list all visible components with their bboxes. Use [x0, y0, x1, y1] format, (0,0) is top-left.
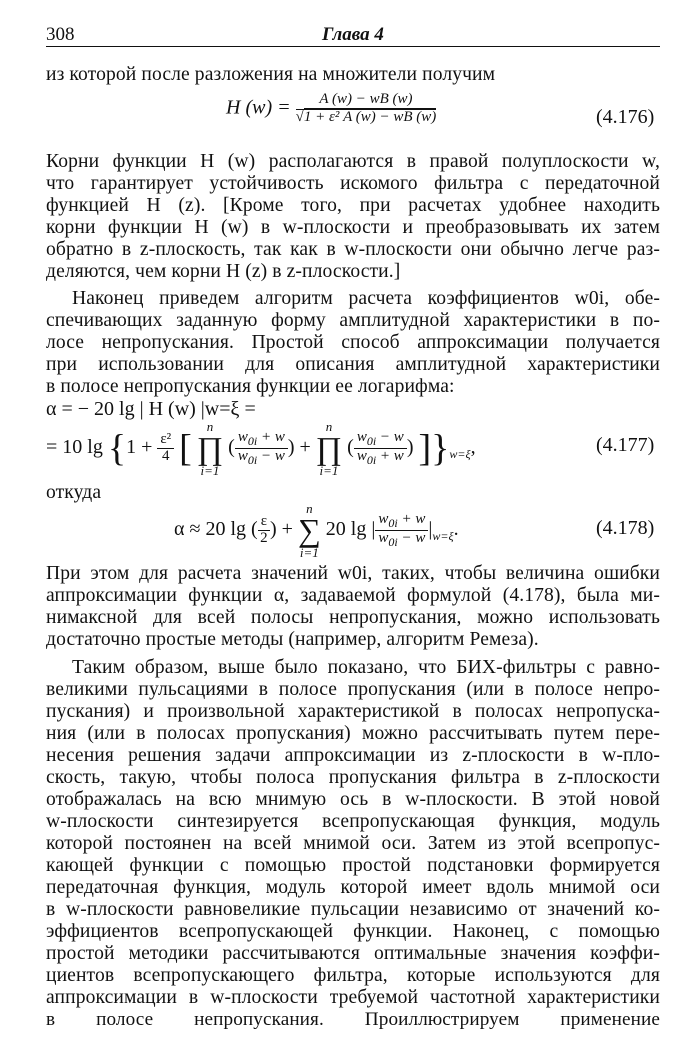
eq176-denominator: √1 + ε² A (w) − wB (w)	[295, 108, 437, 125]
intro-line: из которой после разложения на множители получим	[46, 64, 496, 85]
chapter-title: Глава 4	[322, 24, 384, 45]
p4-line-11: передаточная функция, модуль которой имеет вдоль мнимой оси	[46, 877, 660, 898]
p2-line-1: Наконец приведем алгоритм расчета коэффициентов w0i, обе-	[72, 288, 660, 309]
p4-line-9: которой постоянен на всей мнимой оси. Затем из этой всепропус-	[46, 833, 660, 854]
p4-line-1: Таким образом, выше было показано, что БИХ-фильтры с равно-	[72, 657, 660, 678]
p4-line-2: великими пульсациями в полосе пропускания (или в полосе непро-	[46, 679, 660, 700]
p1-line-1: Корни функции H (w) располагаются в правой полуплоскости w,	[46, 151, 660, 172]
eq176-fraction	[296, 92, 437, 126]
p2-line-3: лосе непропускания. Простой способ аппроксимации получается	[46, 332, 660, 353]
p3-line-2: аппроксимации функции α, задаваемой формулой (4.178), была ми-	[46, 585, 660, 606]
eq176-lhs: H (w) =	[226, 96, 291, 119]
p1-line-3: функцией H (z). [Кроме того, при расчетах удобнее находить	[46, 195, 660, 216]
eq177-number: (4.177)	[596, 434, 655, 456]
eq176-number: (4.176)	[596, 106, 655, 128]
otkuda-line: откуда	[46, 482, 102, 503]
p4-line-4: ния (или в полосах пропускания) можно рассчитывать путем пере-	[46, 723, 660, 744]
header-rule	[46, 46, 660, 47]
eq176-numerator: A (w) − wB (w)	[296, 92, 437, 110]
p4-line-8: w-плоскости синтезируется всепропускающая функция, модуль	[46, 811, 660, 832]
p1-line-2: что гарантирует устойчивость искомого фильтра с передаточной	[46, 173, 660, 194]
p4-line-7: отображалась на всю мнимую ось в w-плоскости. В этой новой	[46, 789, 660, 810]
eq177-first-line: α = − 20 lg | H (w) |w=ξ =	[46, 398, 256, 420]
p4-line-16: аппроксимации в w-плоскости требуемой частотной характеристики	[46, 987, 660, 1008]
p3-line-3: нимаксной для всей полосы непропускания, можно использовать	[46, 607, 660, 628]
p4-line-14: простой методики рассчитываются оптимальные значения коэффи-	[46, 943, 660, 964]
p2-line-5: в полосе непропускания функции ее логарифма:	[46, 376, 455, 397]
eq178-number: (4.178)	[596, 517, 655, 539]
p3-line-1: При этом для расчета значений w0i, таких, чтобы величина ошибки	[46, 563, 660, 584]
p4-line-15: циентов всепропускающего фильтра, которые используются для	[46, 965, 660, 986]
p1-line-4: корни функции H (w) в w-плоскости и преобразовывать их затем	[46, 217, 660, 238]
p2-line-2: спечивающих заданную форму амплитудной характеристики в по-	[46, 310, 660, 331]
equation-4-177: = 10 lg {1 + $\frac{\text{ε²}}{4}$ [ n ∏ i=1 ( $\frac{w_{0i} + w}{w_{0i} - w}$ ) + n ∏ i=1 ( $\frac{w_{0i} - w}{w_{0i} + w}$ ) ]}$_{w=\xi}$,	[46, 419, 476, 478]
equation-4-176	[226, 92, 436, 126]
p4-line-12: в w-плоскости равновеликие пульсации независимо от значений ко-	[46, 899, 660, 920]
p2-line-4: при использовании для описания амплитудной характеристики	[46, 354, 660, 375]
p1-line-5: обратно в z-плоскость, так как в w-плоскости они обычно легче раз-	[46, 239, 660, 260]
p3-line-4: достаточно простые методы (например, алгоритм Ремеза).	[46, 629, 539, 650]
p4-line-5: несения решения задачи аппроксимации из z-плоскости в w-пло-	[46, 745, 660, 766]
page-number: 308	[46, 24, 75, 45]
p4-line-13: эффициентов всепропускающей функции. Наконец, с помощью	[46, 921, 660, 942]
running-header	[46, 22, 658, 44]
p4-line-17: в полосе непропускания. Проиллюстрируем применение	[46, 1009, 660, 1030]
p1-line-6: деляются, чем корни H (z) в z-плоскости.]	[46, 261, 401, 282]
p4-line-6: скость, такую, чтобы полоса пропускания фильтра в z-плоскости	[46, 767, 660, 788]
p4-line-3: пускания) и произвольной характеристикой в полосах непропуска-	[46, 701, 660, 722]
equation-4-178: α ≈ 20 lg ( $\frac{\varepsilon}{2}$ ) + n ∑ i=1 20 lg | $\frac{w_{0i} + w}{w_{0i} - w}$ $|_{w=\xi}$.	[174, 501, 459, 560]
p4-line-10: кающей функции с помощью простой подстановки формируется	[46, 855, 660, 876]
